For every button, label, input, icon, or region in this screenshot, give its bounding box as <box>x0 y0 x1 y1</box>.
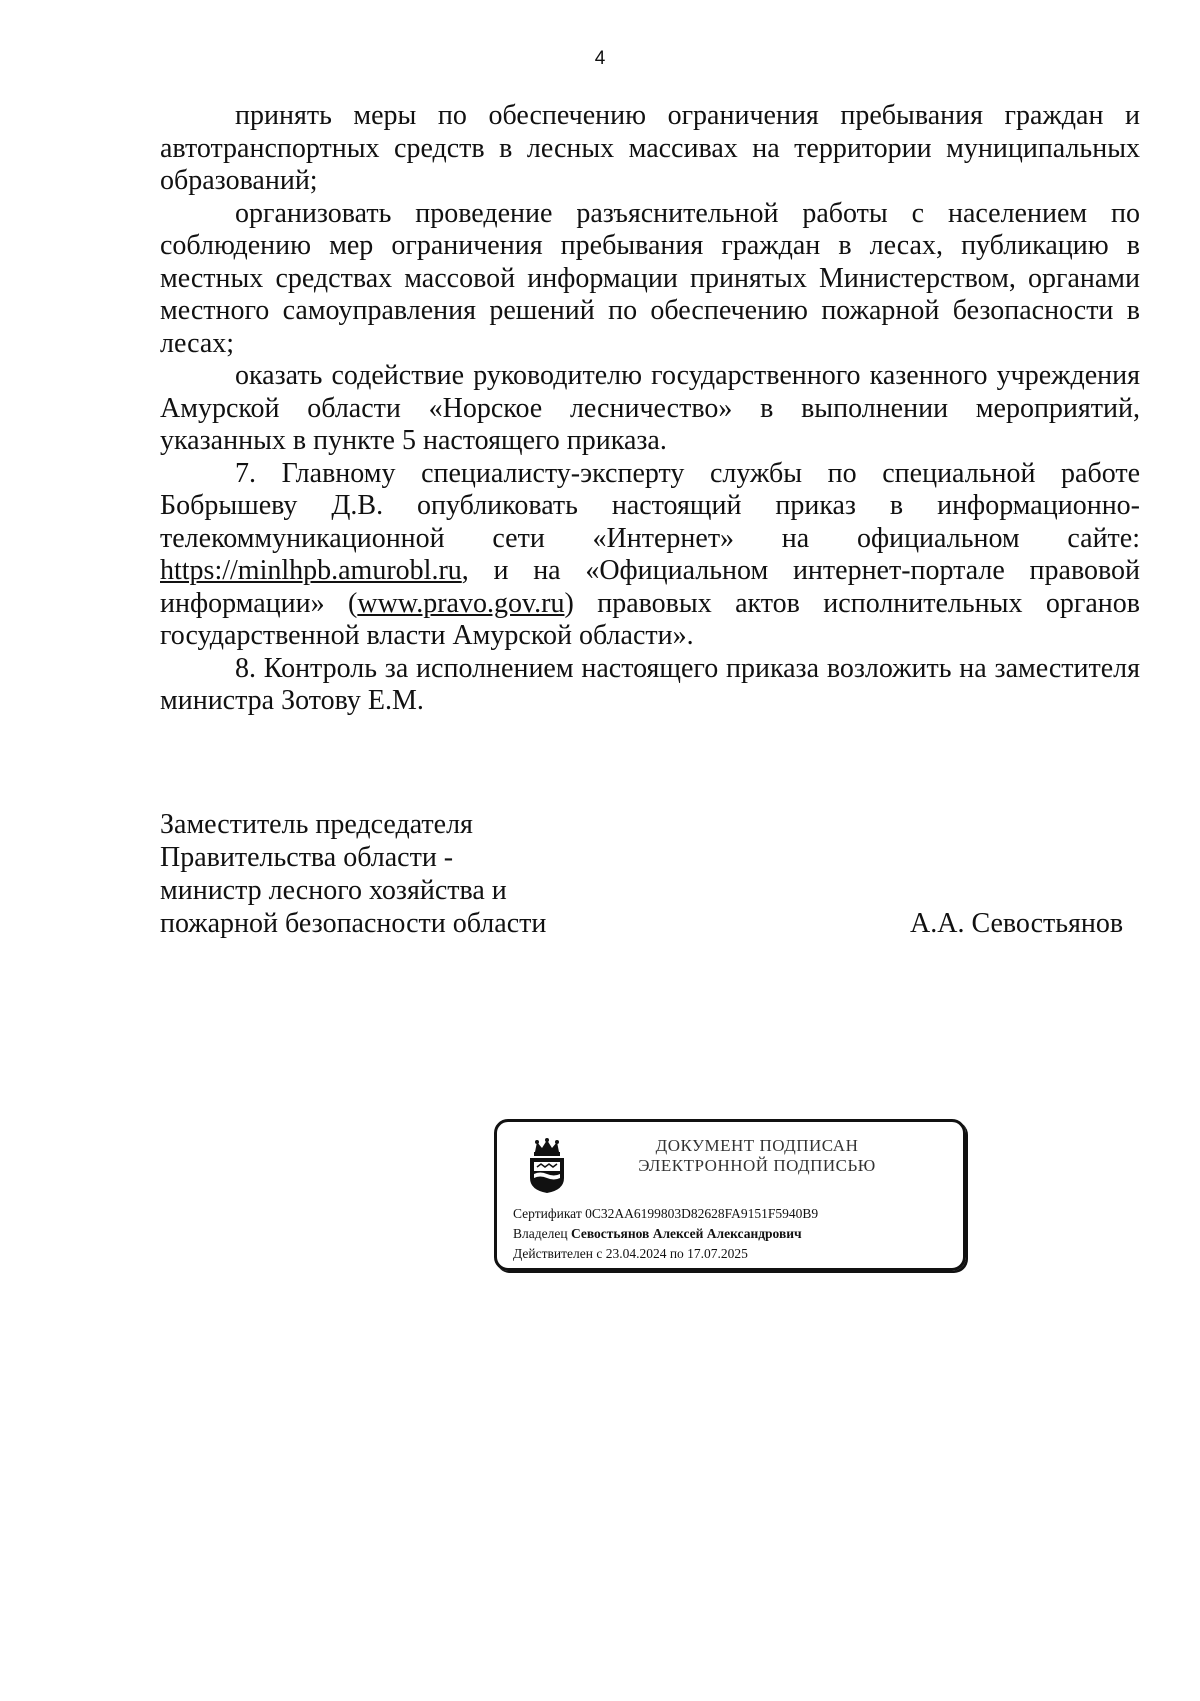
stamp-title-line1: ДОКУМЕНТ ПОДПИСАН <box>655 1136 859 1155</box>
validity-to-date: 17.07.2025 <box>687 1246 748 1261</box>
validity-label: Действителен <box>513 1246 593 1261</box>
paragraph-assist-forestry: оказать содействие руководителю государственного казенного учреждения Амурской области «Норское лесничество» в выполнении мероприятий, указанных в пункте 5 настоящего приказа. <box>160 360 1140 456</box>
stamp-validity-line <box>513 1244 953 1264</box>
owner-label: Владелец <box>513 1226 568 1241</box>
stamp-owner-line <box>513 1224 953 1244</box>
item-7-text-part1: 7. Главному специалисту-эксперту службы по специальной работе Бобрышеву Д.В. опубликовать настоящий приказ в информационно-телекоммуникационной сети «Интернет» на официальном сайте: <box>160 457 1140 554</box>
paragraph-outreach: организовать проведение разъяснительной работы с населением по соблюдению мер ограничения пребывания граждан в лесах, публикацию в местных средствах массовой информации принятых Министерством, органами местного самоуправления решений по обеспечению пожарной безопасности в лесах; <box>160 197 1140 359</box>
signatory-position-line: Правительства области - <box>160 842 454 873</box>
pravo-portal-link[interactable]: www.pravo.gov.ru <box>357 587 565 619</box>
ministry-site-link[interactable]: https://minlhpb.amurobl.ru <box>160 555 462 586</box>
certificate-value: 0C32AA6199803D82628FA9151F5940B9 <box>585 1206 819 1221</box>
stamp-details <box>513 1204 953 1264</box>
stamp-title <box>592 1136 922 1176</box>
electronic-signature-stamp <box>494 1119 966 1271</box>
paragraph-item-8-control: 8. Контроль за исполнением настоящего приказа возложить на заместителя министра Зотову Е.М. <box>160 652 1140 716</box>
page-number: 4 <box>594 48 606 69</box>
certificate-label: Сертификат <box>513 1206 582 1221</box>
item-7-text-part3: ) правовых актов исполнительных органов государственной власти Амурской области». <box>160 587 1141 651</box>
signatory-position-line: Заместитель председателя <box>160 809 473 840</box>
document-body <box>160 100 1140 718</box>
signatory-name: А.А. Севостьянов <box>910 908 1124 939</box>
amur-oblast-coat-of-arms-icon <box>527 1138 567 1194</box>
stamp-title-line2: ЭЛЕКТРОННОЙ ПОДПИСЬЮ <box>638 1156 876 1175</box>
signatory-position <box>160 808 546 940</box>
paragraph-item-7-publish <box>160 458 1140 653</box>
validity-from-word: с <box>596 1246 603 1261</box>
owner-value: Севостьянов Алексей Александрович <box>570 1226 802 1241</box>
item-7-text-part2: , и на «Официальном интернет-портале правовой информации» ( <box>160 555 1140 619</box>
paragraph-restrict-access: принять меры по обеспечению ограничения пребывания граждан и автотранспортных средств в лесных массивах на территории муниципальных образований; <box>160 100 1140 196</box>
signatory-position-line: министр лесного хозяйства и <box>160 875 507 906</box>
validity-from-date: 23.04.2024 <box>605 1246 667 1261</box>
stamp-certificate-line <box>513 1204 953 1224</box>
signatory-position-line: пожарной безопасности области <box>160 908 547 939</box>
validity-to-word: по <box>669 1246 684 1261</box>
